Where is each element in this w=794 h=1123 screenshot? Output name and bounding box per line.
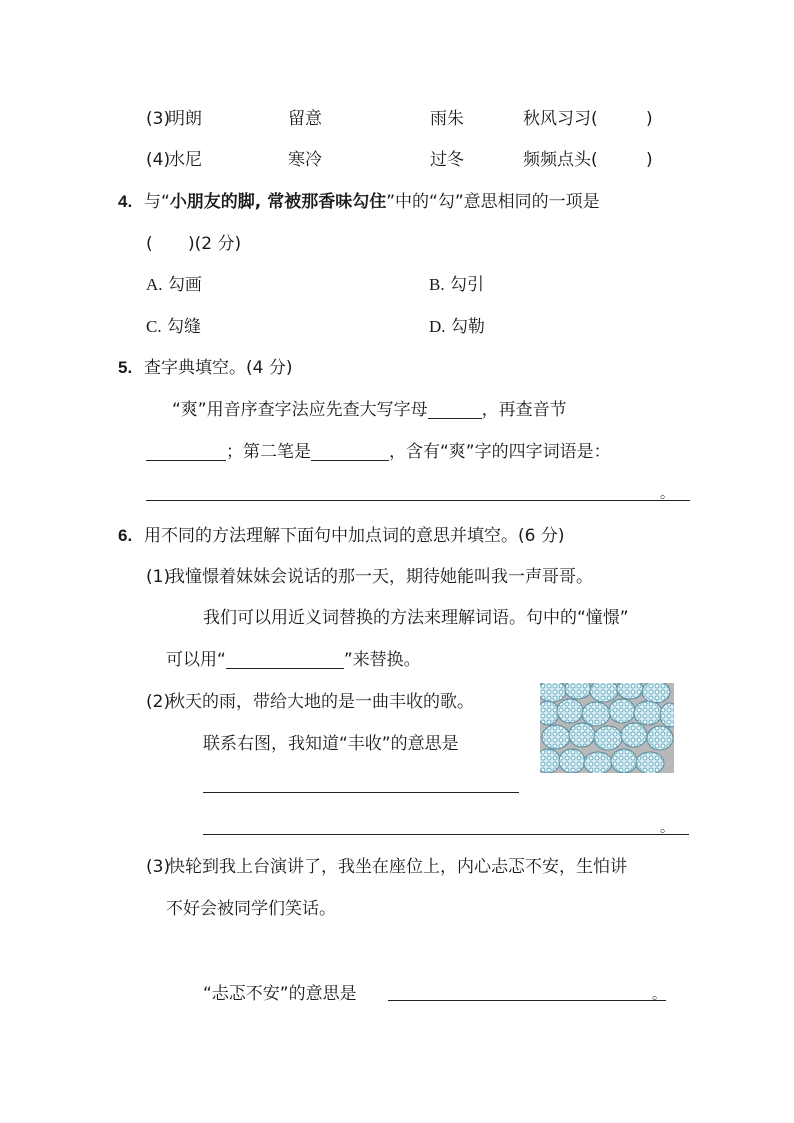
q3-word: 雨朱	[430, 109, 464, 129]
blank-meaning-line[interactable]	[388, 1000, 666, 1001]
sub-1-fill	[166, 648, 421, 672]
option-text: 勾勒	[450, 317, 485, 337]
option-letter: B.	[429, 275, 445, 294]
q3-word: 寒冷	[288, 150, 322, 170]
option-letter: C.	[146, 317, 162, 336]
q3-word: 频频点头(	[523, 150, 598, 170]
option-text: 勾画	[167, 275, 202, 295]
option-b[interactable]	[429, 273, 484, 297]
blank-syllable[interactable]	[146, 440, 226, 461]
blank-synonym[interactable]	[226, 648, 344, 669]
stem-post: ”中的“勾”意思相同的一项是	[386, 192, 600, 212]
blank-harvest-line-2[interactable]	[203, 834, 689, 835]
q5-line-1	[172, 398, 567, 422]
option-a[interactable]	[146, 273, 202, 297]
stem-pre: 与“	[144, 192, 170, 212]
option-d[interactable]	[429, 315, 485, 339]
sub-1-instruction: 我们可以用近义词替换的方法来理解词语。句中的“憧憬”	[203, 608, 629, 628]
q3-word: 过冬	[430, 150, 464, 170]
sub-3-sentence-cont: 不好会被同学们笑话。	[166, 899, 336, 919]
answer-paren-close: )	[646, 150, 653, 170]
sub-label: (3)	[146, 857, 171, 877]
harvest-grain-image	[540, 683, 674, 773]
option-letter: D.	[429, 317, 446, 336]
blank-harvest-line-1[interactable]	[203, 792, 519, 793]
sub-3-sentence: 快轮到我上台演讲了，我坐在座位上，内心忐忑不安，生怕讲	[168, 857, 627, 877]
option-c[interactable]	[146, 315, 201, 339]
end-mark: 。	[652, 987, 666, 1003]
sub-label: (2)	[146, 692, 171, 712]
sub-1-sentence: 我憧憬着妹妹会说话的那一天，期待她能叫我一声哥哥。	[168, 567, 593, 587]
answer-paren-open: (	[146, 234, 153, 254]
answer-paren-close: )	[646, 109, 653, 129]
blank-capital-letter[interactable]	[428, 398, 482, 419]
q3-word: 留意	[288, 109, 322, 129]
question-6-title: 用不同的方法理解下面句中加点词的意思并填空。(6 分)	[144, 526, 565, 546]
question-number: 6.	[118, 526, 133, 545]
sub-2-instruction: 联系右图，我知道“丰收”的意思是	[203, 734, 459, 754]
score-note: )(2 分)	[188, 234, 242, 254]
q3-row-label: (4)	[146, 150, 171, 170]
option-text: 勾引	[450, 275, 484, 295]
sub-3-instruction: “忐忑不安”的意思是	[203, 984, 357, 1004]
q3-word: 水尼	[168, 150, 202, 170]
blank-second-stroke[interactable]	[311, 440, 389, 461]
q5-line-2	[146, 440, 611, 464]
q3-row-label: (3)	[146, 109, 171, 129]
q3-word: 明朗	[168, 109, 202, 129]
question-4-stem	[144, 190, 600, 214]
q6-text: 可以用“	[166, 650, 226, 670]
q6-text: ”来替换。	[343, 650, 421, 670]
q5-text: “爽”用音序查字法应先查大写字母	[172, 400, 428, 420]
q5-text: ，再查音节	[481, 400, 567, 420]
option-letter: A.	[146, 275, 163, 294]
sub-label: (1)	[146, 567, 171, 587]
end-mark: 。	[660, 486, 674, 502]
option-text: 勾缝	[167, 317, 201, 337]
question-number: 4.	[118, 192, 133, 211]
q5-text: ；第二笔是	[226, 442, 311, 462]
q5-text: ，含有“爽”字的四字词语是：	[389, 442, 611, 462]
q3-word: 秋风习习(	[523, 109, 598, 129]
sub-2-sentence: 秋天的雨，带给大地的是一曲丰收的歌。	[168, 692, 474, 712]
end-mark: 。	[660, 820, 674, 836]
question-5-title: 查字典填空。(4 分)	[144, 358, 293, 378]
stem-quote: 小朋友的脚, 常被那香味勾住	[169, 192, 387, 212]
question-number: 5.	[118, 358, 133, 377]
blank-idiom-line[interactable]	[146, 500, 690, 501]
